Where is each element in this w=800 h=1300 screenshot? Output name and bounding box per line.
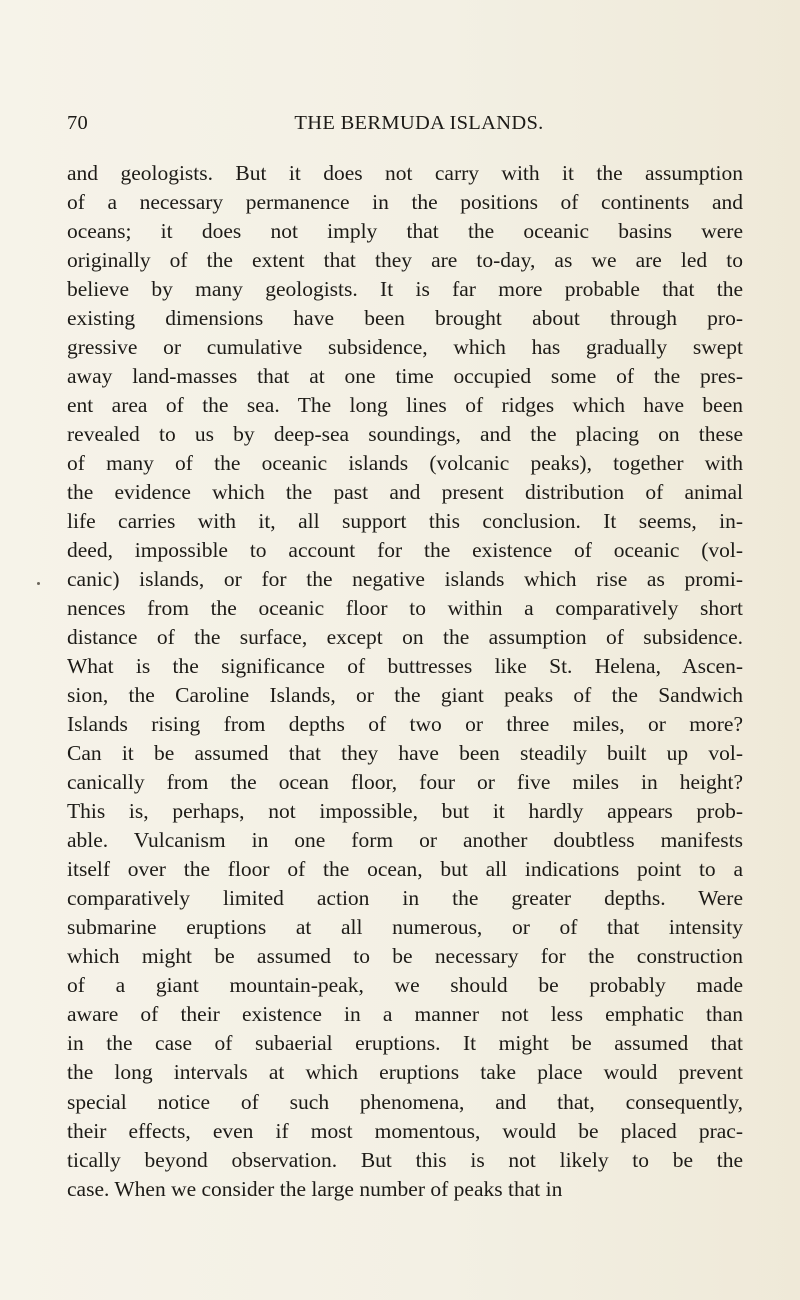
text-line: of many of the oceanic islands (volcanic peaks), together with bbox=[67, 451, 743, 476]
text-line: the evidence which the past and present distribution of animal bbox=[67, 480, 743, 505]
page-number: 70 bbox=[67, 112, 89, 134]
running-title: THE BERMUDA ISLANDS. bbox=[294, 112, 544, 134]
text-line: submarine eruptions at all numerous, or of that intensity bbox=[67, 915, 743, 940]
text-line: life carries with it, all support this conclusion. It seems, in- bbox=[67, 509, 743, 534]
text-line: and geologists. But it does not carry with it the assumption bbox=[67, 161, 743, 185]
text-line: canic) islands, or for the negative islands which rise as promi- bbox=[67, 567, 743, 592]
text-line: special notice of such phenomena, and that, consequently, bbox=[67, 1089, 743, 1114]
text-line: of a giant mountain-peak, we should be probably made bbox=[67, 973, 743, 998]
text-line: Islands rising from depths of two or three miles, or more? bbox=[67, 712, 743, 737]
text-line: This is, perhaps, not impossible, but it hardly appears prob- bbox=[67, 799, 743, 824]
text-line: tically beyond observation. But this is not likely to be the bbox=[67, 1147, 743, 1172]
text-line: which might be assumed to be necessary for the construction bbox=[67, 944, 743, 969]
text-line: the long intervals at which eruptions take place would prevent bbox=[67, 1060, 743, 1085]
text-line: sion, the Caroline Islands, or the giant peaks of the Sandwich bbox=[67, 683, 743, 708]
text-line: comparatively limited action in the greater depths. Were bbox=[67, 886, 743, 911]
text-line: in the case of subaerial eruptions. It might be assumed that bbox=[67, 1031, 743, 1056]
text-line: away land-masses that at one time occupied some of the pres- bbox=[67, 364, 743, 389]
text-line: existing dimensions have been brought about through pro- bbox=[67, 306, 743, 331]
page-header bbox=[67, 112, 743, 140]
text-line: originally of the extent that they are to-day, as we are led to bbox=[67, 248, 743, 273]
text-line: believe by many geologists. It is far more probable that the bbox=[67, 277, 743, 302]
margin-dot bbox=[37, 582, 40, 585]
text-line: What is the significance of buttresses like St. Helena, Ascen- bbox=[67, 654, 743, 679]
text-line: aware of their existence in a manner not less emphatic than bbox=[67, 1002, 743, 1027]
text-line: canically from the ocean floor, four or five miles in height? bbox=[67, 770, 743, 795]
text-line: case. When we consider the large number of peaks that in bbox=[67, 1176, 563, 1201]
body-text bbox=[67, 159, 743, 1204]
text-line: their effects, even if most momentous, would be placed prac- bbox=[67, 1118, 743, 1143]
text-line: gressive or cumulative subsidence, which has gradually swept bbox=[67, 335, 743, 360]
text-line: nences from the oceanic floor to within a comparatively short bbox=[67, 596, 743, 621]
text-line: of a necessary permanence in the positions of continents and bbox=[67, 190, 743, 215]
text-line: revealed to us by deep-sea soundings, and the placing on these bbox=[67, 422, 743, 447]
text-line: distance of the surface, except on the assumption of subsidence. bbox=[67, 625, 743, 650]
text-line: itself over the floor of the ocean, but all indications point to a bbox=[67, 857, 743, 882]
text-line: ent area of the sea. The long lines of ridges which have been bbox=[67, 393, 743, 418]
text-line: oceans; it does not imply that the oceanic basins were bbox=[67, 219, 743, 244]
text-line: deed, impossible to account for the existence of oceanic (vol- bbox=[67, 538, 743, 563]
text-line: Can it be assumed that they have been steadily built up vol- bbox=[67, 741, 743, 766]
text-line: able. Vulcanism in one form or another doubtless manifests bbox=[67, 828, 743, 853]
